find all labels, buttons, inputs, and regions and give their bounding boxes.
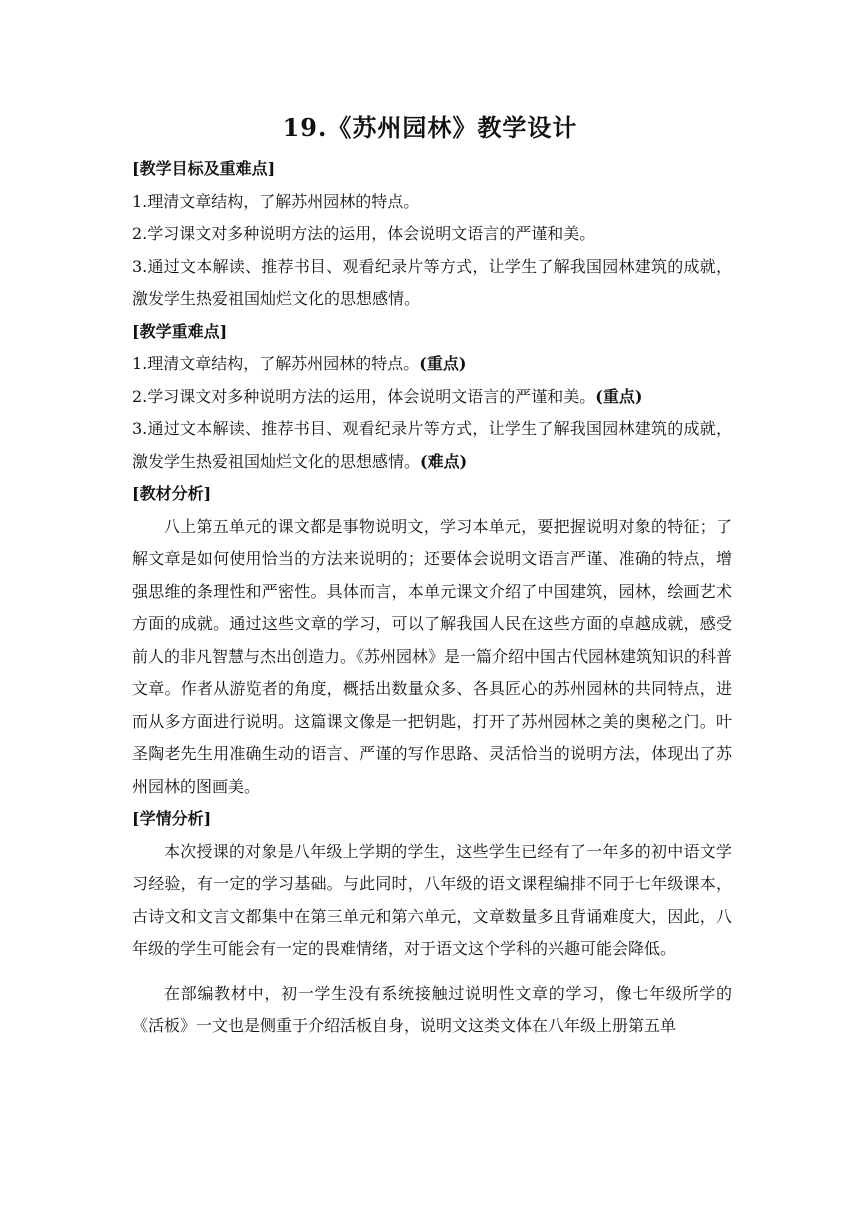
key-point-item-1	[132, 348, 732, 381]
key-point-text: 3.通过文本解读、推荐书目、观看纪录片等方式，让学生了解我国园林建筑的成就，激发学生热爱祖国灿烂文化的思想感情。	[132, 419, 732, 471]
key-point-tag: (重点)	[419, 354, 467, 373]
student-analysis-paragraph-1: 本次授课的对象是八年级上学期的学生，这些学生已经有了一年多的初中语文学习经验，有一定的学习基础。与此同时，八年级的语文课程编排不同于七年级课本，古诗文和文言文都集中在第三单元和第六单元，文章数量多且背诵难度大，因此，八年级的学生可能会有一定的畏难情绪，对于语文这个学科的兴趣可能会降低。	[132, 841, 732, 958]
key-point-item-3	[132, 413, 732, 478]
document-body	[132, 153, 732, 1043]
goal-item-1: 1.理清文章结构，了解苏州园林的特点。	[132, 191, 420, 211]
goal-item-2: 2.学习课文对多种说明方法的运用，体会说明文语言的严谨和美。	[132, 224, 596, 243]
key-point-text: 2.学习课文对多种说明方法的运用，体会说明文语言的严谨和美。	[132, 386, 596, 406]
section-heading-material-analysis: [教材分析]	[132, 484, 212, 503]
section-heading-student-analysis: [学情分析]	[132, 809, 212, 828]
section-heading-goals: [教学目标及重难点]	[132, 159, 276, 178]
key-point-tag: (重点)	[595, 386, 643, 406]
student-analysis-paragraph-2: 在部编教材中，初一学生没有系统接触过说明性文章的学习，像七年级所学的《活板》一文也是侧重于介绍活板自身，说明文这类文体在八年级上册第五单	[132, 983, 732, 1035]
key-point-tag: (难点)	[420, 451, 468, 471]
section-heading-key-points: [教学重难点]	[132, 321, 228, 341]
document-title: 19.《苏州园林》教学设计	[282, 113, 578, 142]
goal-item-3: 3.通过文本解读、推荐书目、观看纪录片等方式，让学生了解我国园林建筑的成就，激发学生热爱祖国灿烂文化的思想感情。	[132, 256, 732, 308]
material-analysis-paragraph: 八上第五单元的课文都是事物说明文，学习本单元，要把握说明对象的特征；了解文章是如何使用恰当的方法来说明的；还要体会说明文语言严谨、准确的特点，增强思维的条理性和严密性。具体而言，本单元课文介绍了中国建筑，园林，绘画艺术方面的成就。通过这些文章的学习，可以了解我国人民在这些方面的卓越成就，感受前人的非凡智慧与杰出创造力。《苏州园林》是一篇介绍中国古代园林建筑知识的科普文章。作者从游览者的角度，概括出数量众多、各具匠心的苏州园林的共同特点，进而从多方面进行说明。这篇课文像是一把钥匙，打开了苏州园林之美的奥秘之门。叶圣陶老先生用准确生动的语言、严谨的写作思路、灵活恰当的说明方法，体现出了苏州园林的图画美。	[132, 516, 733, 796]
key-point-item-2	[132, 381, 732, 414]
key-point-text: 1.理清文章结构，了解苏州园林的特点。	[132, 354, 420, 373]
